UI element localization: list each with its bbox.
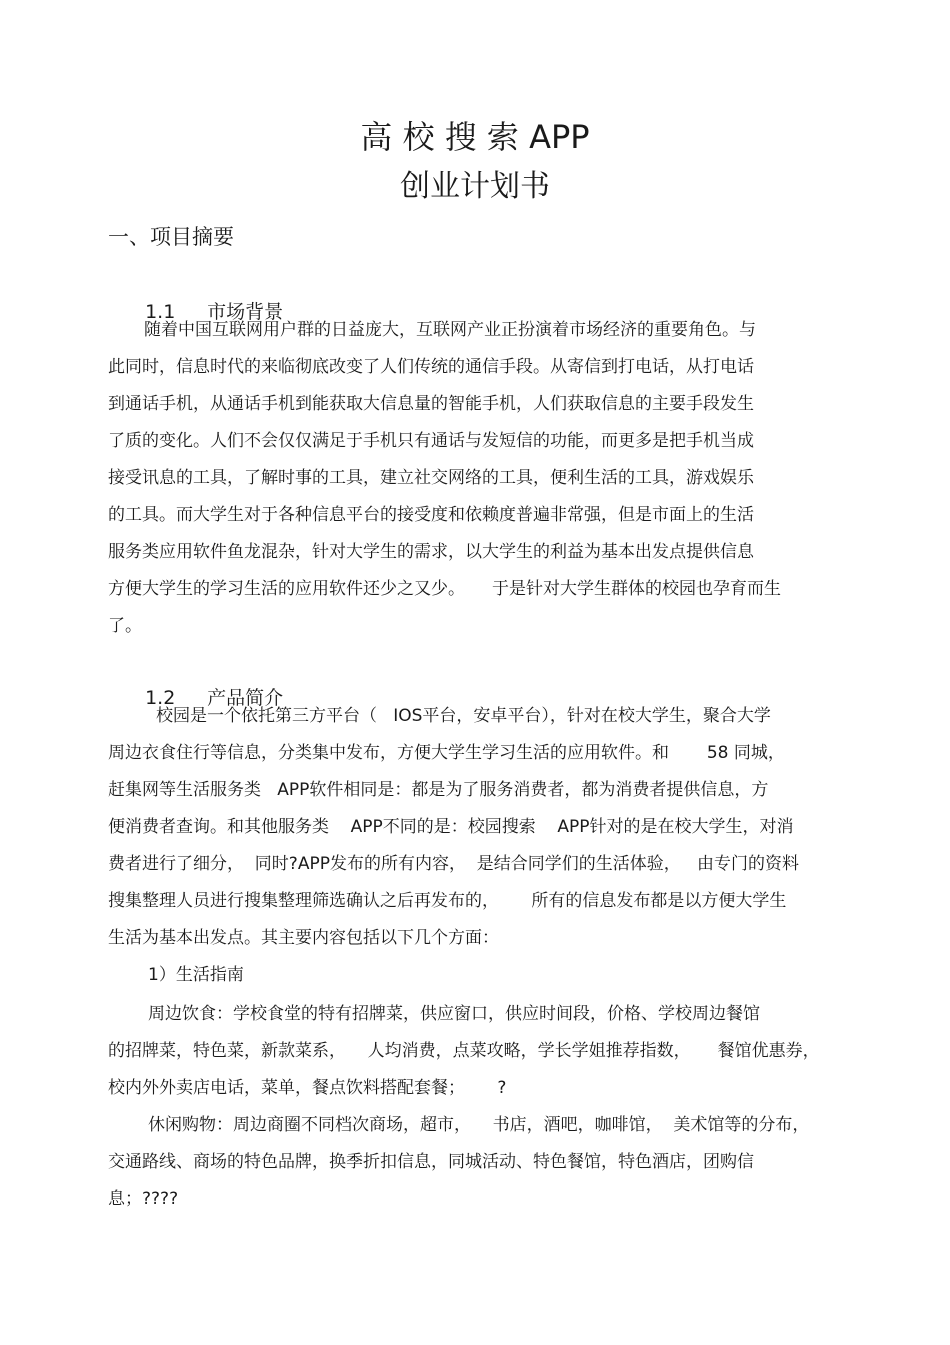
subsection-heading-product — [133, 659, 283, 711]
paragraph-line: 休闲购物：周边商圈不同档次商场，超市， 书店，酒吧，咖啡馆， 美术馆等的分布， — [148, 1115, 810, 1135]
paragraph-line: 服务类应用软件鱼龙混杂，针对大学生的需求，以大学生的利益为基本出发点提供信息 — [108, 542, 754, 562]
paragraph-line: 了质的变化。人们不会仅仅满足于手机只有通话与发短信的功能，而更多是把手机当成 — [108, 431, 754, 451]
subsection-heading-market — [133, 273, 283, 325]
subsection-title: 市场背景 — [207, 301, 284, 323]
paragraph-line: 到通话手机，从通话手机到能获取大信息量的智能手机，人们获取信息的主要手段发生 — [108, 394, 754, 414]
paragraph-line: 了。 — [108, 616, 142, 636]
paragraph-line: 生活为基本出发点。其主要内容包括以下几个方面： — [108, 928, 499, 948]
paragraph-line: 校园是一个依托第三方平台（ IOS平台，安卓平台），针对在校大学生，聚合大学 — [156, 706, 771, 726]
document-subtitle: 创业计划书 — [400, 169, 550, 204]
paragraph-line: 费者进行了细分， 同时?APP发布的所有内容， 是结合同学们的生活体验， 由专门的资料 — [108, 854, 799, 874]
paragraph-line: 校内外外卖店电话，菜单，餐点饮料搭配套餐； ? — [108, 1078, 507, 1098]
paragraph-line: 方便大学生的学习生活的应用软件还少之又少。 于是针对大学生群体的校园也孕育而生 — [108, 579, 782, 599]
subsection-number: 1.2 — [145, 687, 176, 709]
paragraph-line: 便消费者查询。和其他服务类 APP不同的是：校园搜索 APP针对的是在校大学生，对消 — [108, 817, 794, 837]
subsection-title: 产品简介 — [207, 687, 284, 709]
paragraph-line: 随着中国互联网用户群的日益庞大，互联网产业正扮演着市场经济的重要角色。与 — [144, 320, 756, 340]
document-title: 高 校 搜 索 APP — [360, 118, 590, 156]
paragraph-line: 搜集整理人员进行搜集整理筛选确认之后再发布的， 所有的信息发布都是以方便大学生 — [108, 891, 787, 911]
paragraph-line: 赶集网等生活服务类 APP软件相同是：都是为了服务消费者，都为消费者提供信息，方 — [108, 780, 769, 800]
paragraph-line: 息；???? — [108, 1189, 179, 1209]
paragraph-line: 周边衣食住行等信息，分类集中发布，方便大学生学习生活的应用软件。和 58 同城， — [108, 743, 785, 763]
paragraph-line: 的招牌菜，特色菜，新款菜系， 人均消费，点菜攻略，学长学姐推荐指数， 餐馆优惠券， — [108, 1041, 820, 1061]
paragraph-line: 的工具。而大学生对于各种信息平台的接受度和依赖度普遍非常强，但是市面上的生活 — [108, 505, 754, 525]
paragraph-line: 此同时，信息时代的来临彻底改变了人们传统的通信手段。从寄信到打电话，从打电话 — [108, 357, 754, 377]
list-item-life-guide: 1）生活指南 — [148, 965, 244, 985]
subsection-number: 1.1 — [145, 301, 176, 323]
paragraph-line: 周边饮食：学校食堂的特有招牌菜，供应窗口，供应时间段，价格、学校周边餐馆 — [148, 1004, 760, 1024]
paragraph-line: 交通路线、商场的特色品牌，换季折扣信息，同城活动、特色餐馆，特色酒店，团购信 — [108, 1152, 754, 1172]
section-heading-summary: 一、项目摘要 — [108, 225, 234, 249]
paragraph-line: 接受讯息的工具，了解时事的工具，建立社交网络的工具，便利生活的工具，游戏娱乐 — [108, 468, 754, 488]
